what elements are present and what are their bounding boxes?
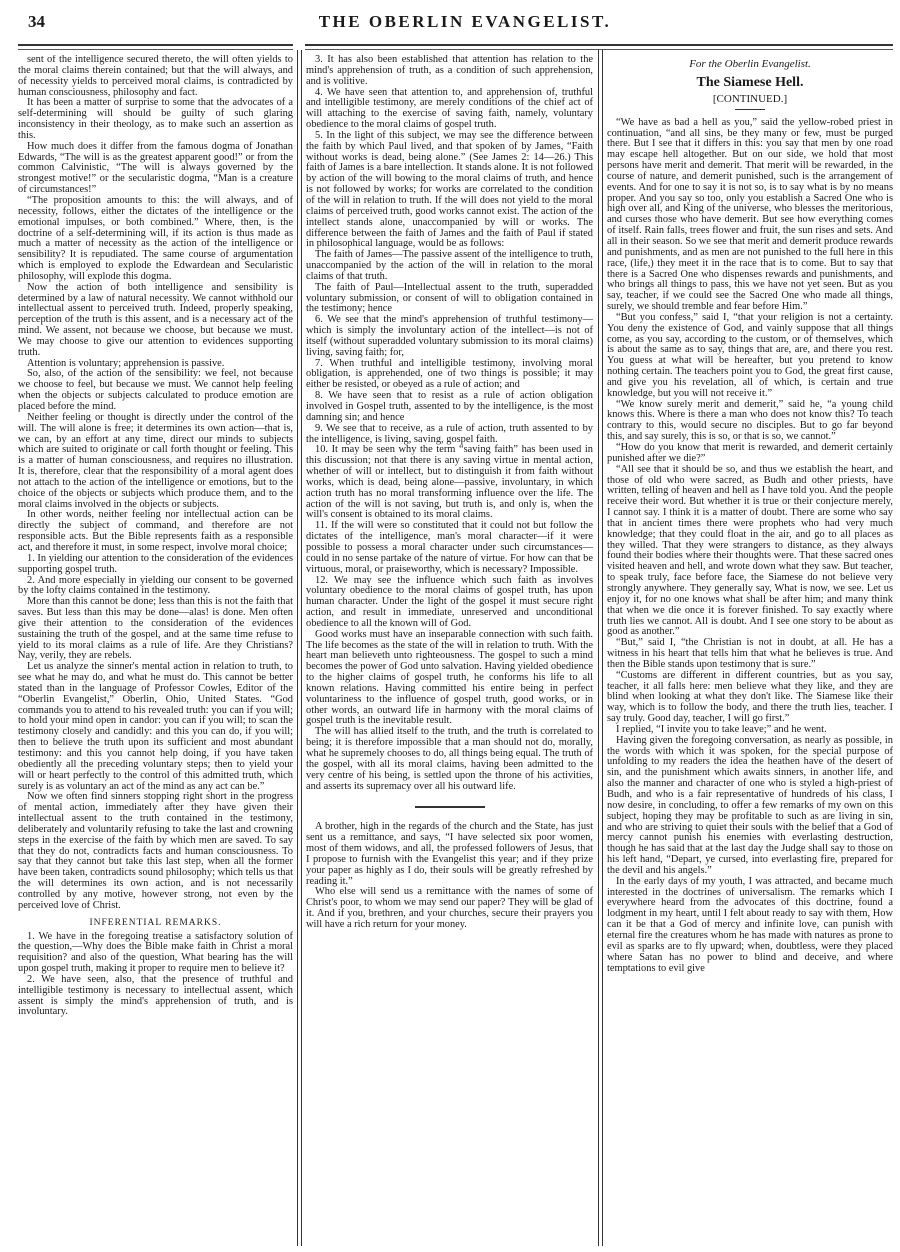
paragraph: sent of the intelligence secured thereto, the will often yields to the moral claims therein contained; but that the will always, and of necessity yields to perceived moral claims, is contradicted by human consciousness, philosophy and fact.: [18, 55, 293, 98]
paragraph: “We have as bad a hell as you,” said the yellow-robed priest in continuation, “and all sins, be they many or few, must be purged there. But I see that it differs in this: you say that men by one road may escape hell altogether. But on our side, we hold that most persons have merit and demerit. That merit will be rewarded, in the course of nature, and demerit punished, such is the arrangement of events. And for one to say it is not so, is to say what is by no means proper. And you say so too, only you establish a Sacred One who is high over all, and King of the universe, who blesses the meritorious, and curses those who have demerit. But see how everything comes of itself. Rain falls, trees flower and fruit, the sun rises and sets. And all in their season. So we see that merit and demerit produce rewards and punishments, and as men are not punished to the full here in this race, (life,) they meet it in the race that is to come. But to say that there is a Sacred One who dispenses rewards and punishments, and who brings all things to pass, this we have not yet seen. But as you say, teacher, if we could see the Sacred One who made all things, surely, we should tremble and fear before Him.”: [607, 116, 893, 313]
paragraph: More than this cannot be done; less than this is not the faith that saves. But less than this may be done—alas! is done. Men often give their attention to the consideration of the evidences sustaining the truth of the gospel, and at the same time refuse to yield to its moral claims as a rule of life. Are they Christians? Nay, verily, they are rebels.: [18, 596, 293, 662]
column-1-article-faith: [18, 55, 293, 1248]
paragraph: 7. When truthful and intelligible testimony, involving moral obligation, is apprehended, one of two things is possible; it may either be resisted, or obeyed as a rule of action; and: [306, 357, 593, 391]
paragraph: 6. We see that the mind's apprehension of truthful testimony—which is simply the involuntary action of the intellect—is not of itself (without superadded voluntary submission to its moral claims) living, saving faith; for,: [306, 314, 593, 358]
paragraph: The faith of James—The passive assent of the intelligence to truth, unaccompanied by the action of the will in relation to the moral claims of that truth.: [306, 249, 593, 282]
paragraph: Good works must have an inseparable connection with such faith. The life becomes as the state of the will in relation to truth. With the heart man believeth unto righteousness. The gospel to such a mind becomes the power of God unto salvation. Having yielded obedience to the higher claims of gospel truth, he conforms his life to all known relations. Having committed his entire being in perfect voluntariness to the influence of gospel truth, good works, or in other words, an outward life in harmony with the moral claims of gospel truth is the inevitable result.: [306, 628, 593, 727]
paragraph: 9. We see that to receive, as a rule of action, truth assented to by the intelligence, is living, saving, gospel faith.: [306, 422, 593, 445]
column-divider: [598, 50, 603, 1246]
paragraph: How much does it differ from the famous dogma of Jonathan Edwards, “The will is as the greatest apparent good!” or from the common Calvinistic, “The will is always governed by the strongest motive!” or the secularistic dogma, “Man is a creature of circumstances!”: [18, 140, 293, 196]
masthead-title: THE OBERLIN EVANGELIST.: [318, 12, 612, 31]
continued-label: [CONTINUED.]: [712, 92, 788, 105]
paragraph: 4. We have seen that attention to, and apprehension of, truthful and intelligible testimony, are merely conditions of the chief act of will attaching to the exercise of saving faith, namely, voluntary obedience to the moral claims of gospel truth.: [306, 86, 593, 131]
paragraph: So, also, of the action of the sensibility: we feel, not because we choose to feel, but because we must. We cannot help feeling when the objects or subjects calculated to produce emotion are placed before the mind.: [18, 368, 293, 412]
paragraph: 5. In the light of this subject, we may see the difference between the faith by which Paul lived, and that spoken of by James, “Faith without works is dead, being alone.” (See James 2: 14—26.) This faith of James is a bare intellection. It stands alone. It is not followed by action of the will bowing to the moral claims of truth, and hence is not followed by works; for works are correlated to the condition of the will in relation to truth. If the will does not yield to the moral claims of perceived truth, good works cannot exist. The action of the intellect stands alone, unaccompanied by will or works. The difference between the faith of James and the faith of Paul if stated in philosophical language, would be as follows:: [306, 129, 593, 250]
paragraph: “All see that it should be so, and thus we establish the heart, and those of old who were sacred, as Budh and other priests, have written, telling of heaven and hell as I have told you. And the people receive their word. But whether it is true or their conjecture merely, I cannot say. I think it is a matter of doubt. There are some who say that in ancient times there were prophets who had very much knowledge; that they could float in the air, and go to all places as they willed. That they were strangers to distance, as they always found their bodies where their thoughts were. That these sacred ones visited heaven and hell, and wrote down what they saw. But teacher, to speak truly, face before face, the Siamese do not believe very strongly anywhere. They generally say, What is now, we see. Let us enjoy it, for no one knows what shall be after him; and many think that when we die once it is forever finished. To say exactly where truth lies we cannot. All is doubt. And I see one story to be about as good as another.”: [607, 463, 893, 638]
paragraph: “The proposition amounts to this: the will always, and of necessity, follows, either the dictates of the intelligence or the emotional impulses, or both combined.” Where, then, is the doctrine of a self-determining will, if its action is thus made as much a matter of necessity as the action of the intelligence or sensibility? It is repudiated. The same course of argumentation which is employed to explode the Edwardean and Secularistic philosophy, will explode this dogma.: [18, 194, 293, 282]
paragraph: I replied, “I invite you to take leave;” and he went.: [616, 723, 827, 735]
paragraph: The will has allied itself to the truth, and the truth is correlated to being; it is therefore impossible that a man should not do, morally, what he supremely chooses to do, all things being equal. The truth of the gospel, with all its moral claims, having been admitted to the very centre of his being, is settled upon the throne of his activities, and asserts its supremacy over all his outward life.: [306, 726, 593, 792]
paragraph: 1. We have in the foregoing treatise a satisfactory solution of the question,—Why does the Bible make faith in Christ a moral requisition? and also of the question, What bearing has the will upon gospel truth, making it proper to require men to believe it?: [18, 930, 293, 975]
paragraph: “But you confess,” said I, “that your religion is not a certainty. You deny the existence of God, and vainly suppose that all things come, as you say, according to the custom, or of themselves, which is about the same as to say, things that are, are, and there you rest. You guess at what will be hereafter, but you pretend to know nothing certain. The teachers point you to God, the great first cause, and give you his revelation, all of which, is certain and true knowledge, but you will not receive it.”: [607, 311, 893, 399]
section-divider: [415, 806, 485, 808]
paragraph: Who else will send us a remittance with the names of some of Christ's poor, to whom we may send our paper? They will be glad of it. And if you, brethren, and your churches, secure their prayers you will have a rich return for your money.: [306, 886, 593, 930]
paragraph: 2. And more especially in yielding our consent to be governed by the lofty claims contained in the testimony.: [18, 574, 293, 597]
section-heading: INFERENTIAL REMARKS.: [89, 917, 222, 928]
column-2-article-faith-continued: [306, 55, 593, 1248]
paragraph: Now the action of both intelligence and sensibility is determined by a law of natural necessity. We cannot withhold our intellectual assent to perceived truth. Indeed, properly speaking, perception of the truth is this assent, and is a necessary act of the mind. We assent, not because we choose, but because we must. We may choose to give our attention to evidences supporting truth.: [18, 281, 293, 358]
section-divider: [735, 109, 765, 110]
paragraph: “But,” said I, “the Christian is not in doubt, at all. He has a witness in his heart that tells him that what he believes is true. And then the Bible stands upon testimony that is sure.”: [607, 637, 893, 670]
paragraph: Attention is voluntary; apprehension is passive.: [27, 357, 225, 369]
paragraph: In the early days of my youth, I was attracted, and became much interested in the doctrines of universalism. The remarks which I everywhere heard from the advocates of this doctrine, found a lodgment in my heart, until I felt about ready to say with them, How can it be that a God of mercy and infinite love, can punish with eternal fire the creatures whom he has made with natures as prone to evil as sparks are to fly upward; when, doubtless, were they placed where Satan has no power to blind and deceive, and where temptations to evil give: [607, 875, 893, 974]
column-3-siamese-hell: [607, 55, 893, 1248]
paragraph: It has been a matter of surprise to some that the advocates of a self-determining will should be guilty of such glaring inconsistency in their theology, as to make such an assertion as this.: [18, 97, 293, 141]
paragraph: Neither feeling or thought is directly under the control of the will. The will alone is free; it determines its own action—that is, we can, by an effort at any time, direct our minds to subjects which are suited to originate or call forth thought or feeling. This is a matter of human consciousness, and requires no illustration. It is, therefore, clear that the responsibility of a moral agent does not attach to the action of the intelligence or emotions, but to the choice of the objects or subjects which produce them, and to the moral claims involved in the objects or subjects.: [18, 411, 293, 510]
paragraph: 2. We have seen, also, that the presence of truthful and intelligible testimony is necessary to intellectual assent, which assent is simply the mind's apprehension of truth, and is involuntary.: [18, 973, 293, 1018]
article-title: The Siamese Hell.: [696, 74, 804, 90]
paragraph: 10. It may be seen why the term “saving faith” has been used in this discussion; not that there is any saving virtue in mental action, whether of will or intellect, but to distinguish it from faith without works, which is dead, being alone—passive, involuntary, in which action truth has no moral transforming influence over the life. The action of the will is not saving, but truth is, and only is, when the will's consent is obtained to its moral claims.: [306, 444, 593, 521]
paragraph: “How do you know that merit is rewarded, and demerit certainly punished after we die?”: [607, 442, 893, 464]
column-divider: [297, 50, 302, 1246]
paragraph: “Customs are different in different countries, but as you say, teacher, it all falls here: men believe what they like, and they are blind when looking at what they don't like. The Siamese like their way, which is to follow the body, and there the truth lies, teacher. I say truly. Good day, teacher, I will go first.”: [607, 669, 893, 725]
source-line: For the Oberlin Evangelist.: [689, 58, 811, 70]
paragraph: 8. We have seen that to resist as a rule of action obligation involved in Gospel truth, assented to by the intelligence, is the most damning sin; and hence: [306, 390, 593, 423]
paragraph: Having given the foregoing conversation, as nearly as possible, in the words with which it was spoken, for the special purpose of unfolding to my readers the idea the heathen have of the desert of sin, and the punishment which awaits sinners, in another life, and also the manner and character of one who is styled a high-priest of Budh, and who is a fair representative of hundreds of his class, I now desire, in concluding, to offer a few remarks of my own on this subject, hoping they may be profitable to such as are living in sin, and who are striving to quiet their souls with the belief that a God of mercy cannot punish his enemies with everlasting destruction, though he has said that at the last day the Judge shall say to those on his left hand, “Depart, ye cursed, into everlasting fire, prepared for the devil and his angels.”: [607, 734, 893, 876]
paragraph: 12. We may see the influence which such faith as involves voluntary obedience to the moral claims of gospel truth, has upon human character. Under the light of the gospel it must secure right action, and result in immediate, unreserved and unconditional obedience to all the known will of God.: [306, 574, 593, 629]
paragraph: Now we often find sinners stopping right short in the progress of mental action, immediately after they have given their intellectual assent to the truth contained in the testimony, deliberately and voluntarily refusing to take the last and crowning steps in the exercise of the faith by which men are saved. To say that they do not, contradicts facts and human consciousness. To say that they cannot but take this last step, when all the former have been taken, contradicts sound philosophy; which tells us that the will determines its own action, and is not necessarily controlled by any motive, however strong, not even by the perceived love of Christ.: [18, 791, 293, 911]
paragraph: The faith of Paul—Intellectual assent to the truth, superadded voluntary submission, or consent of will to obligation contained in the testimony; hence: [306, 281, 593, 315]
paragraph: In other words, neither feeling nor intellectual action can be directly the subject of command, and therefore are not responsible acts. But the Bible represents faith as a responsible act, and therefore it must, in some respect, involve moral choice;: [18, 509, 293, 553]
paragraph: Let us analyze the sinner's mental action in relation to truth, to see what he may do, and what he must do. This cannot be better stated than in the language of Professor Cowles, Editor of the “Oberlin Evangelist,” Oberlin, Ohio, United States. “God commands you to attend to his revealed truth: you can if you will; to hold your mind open in candor: you can if you will; to scan the testimony closely and candidly: and this you can do, if you will; then to believe the truth upon its sufficient and most abundant testimony: and this you cannot help doing, if you have taken obediently all the preceding voluntary steps; then to yield your will or heart perfectly to the control of this admitted truth, which surely is as voluntary an act of the mind as any act can be.”: [18, 661, 293, 792]
paragraph: “We know surely merit and demerit,” said he, “a young child knows this. Where is there a man who does not know this? To teach contrary to this, would secure no disciples. But to go far beyond this, and say surely, this is so, or that is so, we cannot.”: [607, 398, 893, 443]
header-rule: [18, 44, 293, 50]
paragraph: 11. If the will were so constituted that it could not but follow the dictates of the intelligence, man's moral character—if it were possible to possess a moral character under such circumstances—could in no sense partake of the nature of virtue. For how can that be virtuous, moral, or praiseworthy, which is necessary? Impossible.: [306, 520, 593, 575]
page-number: 34: [28, 12, 45, 31]
paragraph: A brother, high in the regards of the church and the State, has just sent us a remittance, and says, “I have selected six poor women, most of them widows, and all, the professed followers of Jesus, that I propose to furnish with the Evangelist this year; and if they prize your paper as highly as I do, their souls will be greatly refreshed by reading it.”: [306, 821, 593, 887]
paragraph: 1. In yielding our attention to the consideration of the evidences supporting gospel truth.: [18, 552, 293, 575]
paragraph: 3. It has also been established that attention has relation to the mind's apprehension of truth, as a condition of such apprehension, and is volitive.: [306, 55, 593, 87]
